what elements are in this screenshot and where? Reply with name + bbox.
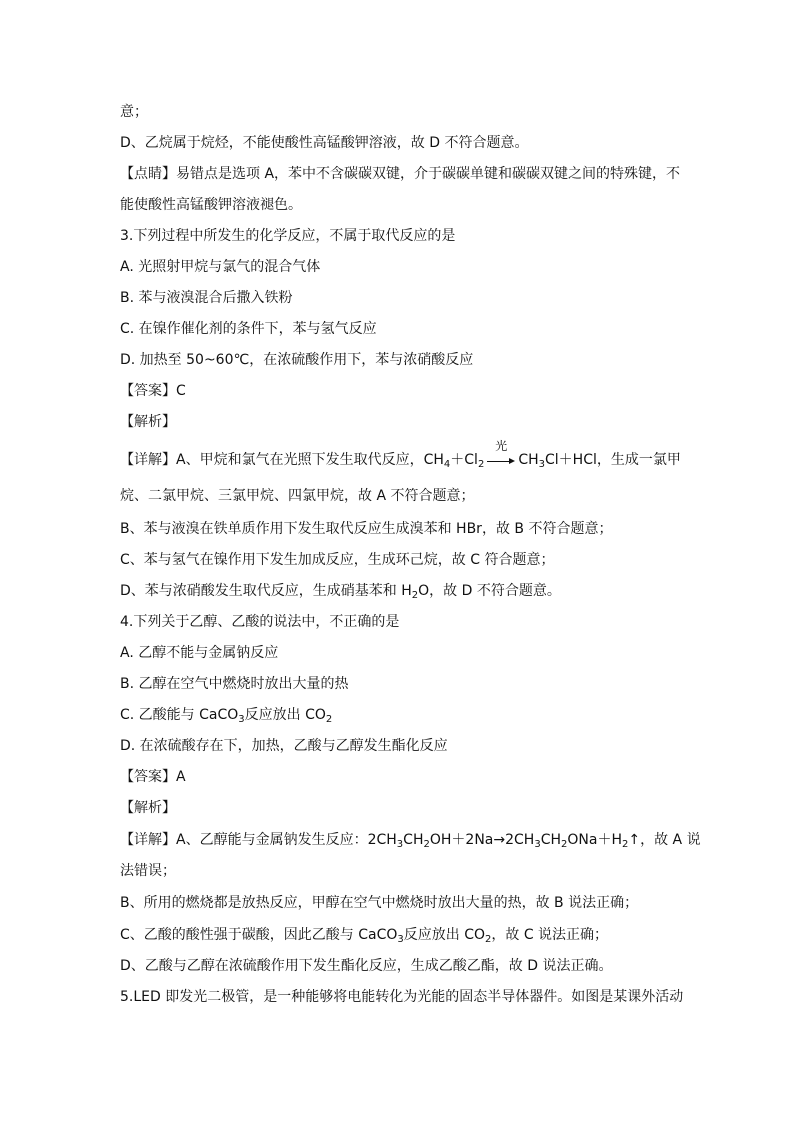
option-c: C. 乙酸能与 CaCO$_3$反应放出 $CO_2$ [120,707,333,725]
option-a: A. 光照射甲烷与氯气的混合气体 [120,259,321,275]
text-line: D、乙烷属于烷烃，不能使酸性高锰酸钾溶液，故 D 不符合题意。 [120,135,529,151]
detail-line-equation: 【详解】A、甲烷和氯气在光照下发生取代反应，$CH_4+Cl_2$ 光 $CH_3Cl+HCl$，生成一氯甲 [120,439,681,470]
text-line: 烷、二氯甲烷、三氯甲烷、四氯甲烷，故 A 不符合题意； [120,488,475,504]
reaction-arrow: 光 [487,450,515,470]
text-line: 【点睛】易错点是选项 A，苯中不含碳碳双键，介于碳碳单键和碳碳双键之间的特殊键，不 [120,166,681,182]
question-3-stem: 3.下列过程中所发生的化学反应，不属于取代反应的是 [120,228,456,244]
option-d: D. 在浓硫酸存在下，加热，乙酸与乙醇发生酯化反应 [120,738,448,754]
text-line: D、乙酸与乙醇在浓硫酸作用下发生酯化反应，生成乙酸乙酯，故 D 说法正确。 [120,958,613,974]
text-line: C、苯与氢气在镍作用下发生加成反应，生成环己烷，故 C 符合题意； [120,552,555,568]
text-line: C、乙酸的酸性强于碳酸，因此乙酸与 CaCO$_3$反应放出 $CO_2$，故 C 说法正确； [120,927,609,945]
answer-label: 【答案】C [120,383,186,399]
text-line: B、苯与液溴在铁单质作用下发生取代反应生成溴苯和 HBr，故 B 不符合题意； [120,521,613,537]
text-line: D、苯与浓硝酸发生取代反应，生成硝基苯和 $H_2O$，故 D 不符合题意。 [120,583,561,601]
analysis-label: 【解析】 [120,414,176,430]
detail-line-equation: 【详解】A、乙醇能与金属钠发生反应：$2CH_3CH_2OH+2Na\to 2CH_3CH_2ONa+H_2↑$，故 A 说 [120,832,701,850]
text-line: 法错误； [120,863,176,879]
text-line: B、所用的燃烧都是放热反应，甲醇在空气中燃烧时放出大量的热，故 B 说法正确； [120,895,639,911]
option-b: B. 苯与液溴混合后撒入铁粉 [120,290,293,306]
analysis-label: 【解析】 [120,800,176,816]
option-a: A. 乙醇不能与金属钠反应 [120,645,279,661]
option-d: D. 加热至 50~60℃，在浓硫酸作用下，苯与浓硝酸反应 [120,352,474,368]
text-line: 意； [120,104,148,120]
option-b: B. 乙醇在空气中燃烧时放出大量的热 [120,676,349,692]
question-5-stem: 5.LED 即发光二极管，是一种能够将电能转化为光能的固态半导体器件。如图是某课外活动 [120,989,684,1005]
question-4-stem: 4.下列关于乙醇、乙酸的说法中，不正确的是 [120,614,400,630]
text-line: 能使酸性高锰酸钾溶液褪色。 [120,197,302,213]
answer-label: 【答案】A [120,769,186,785]
option-c: C. 在镍作催化剂的条件下，苯与氢气反应 [120,321,377,337]
